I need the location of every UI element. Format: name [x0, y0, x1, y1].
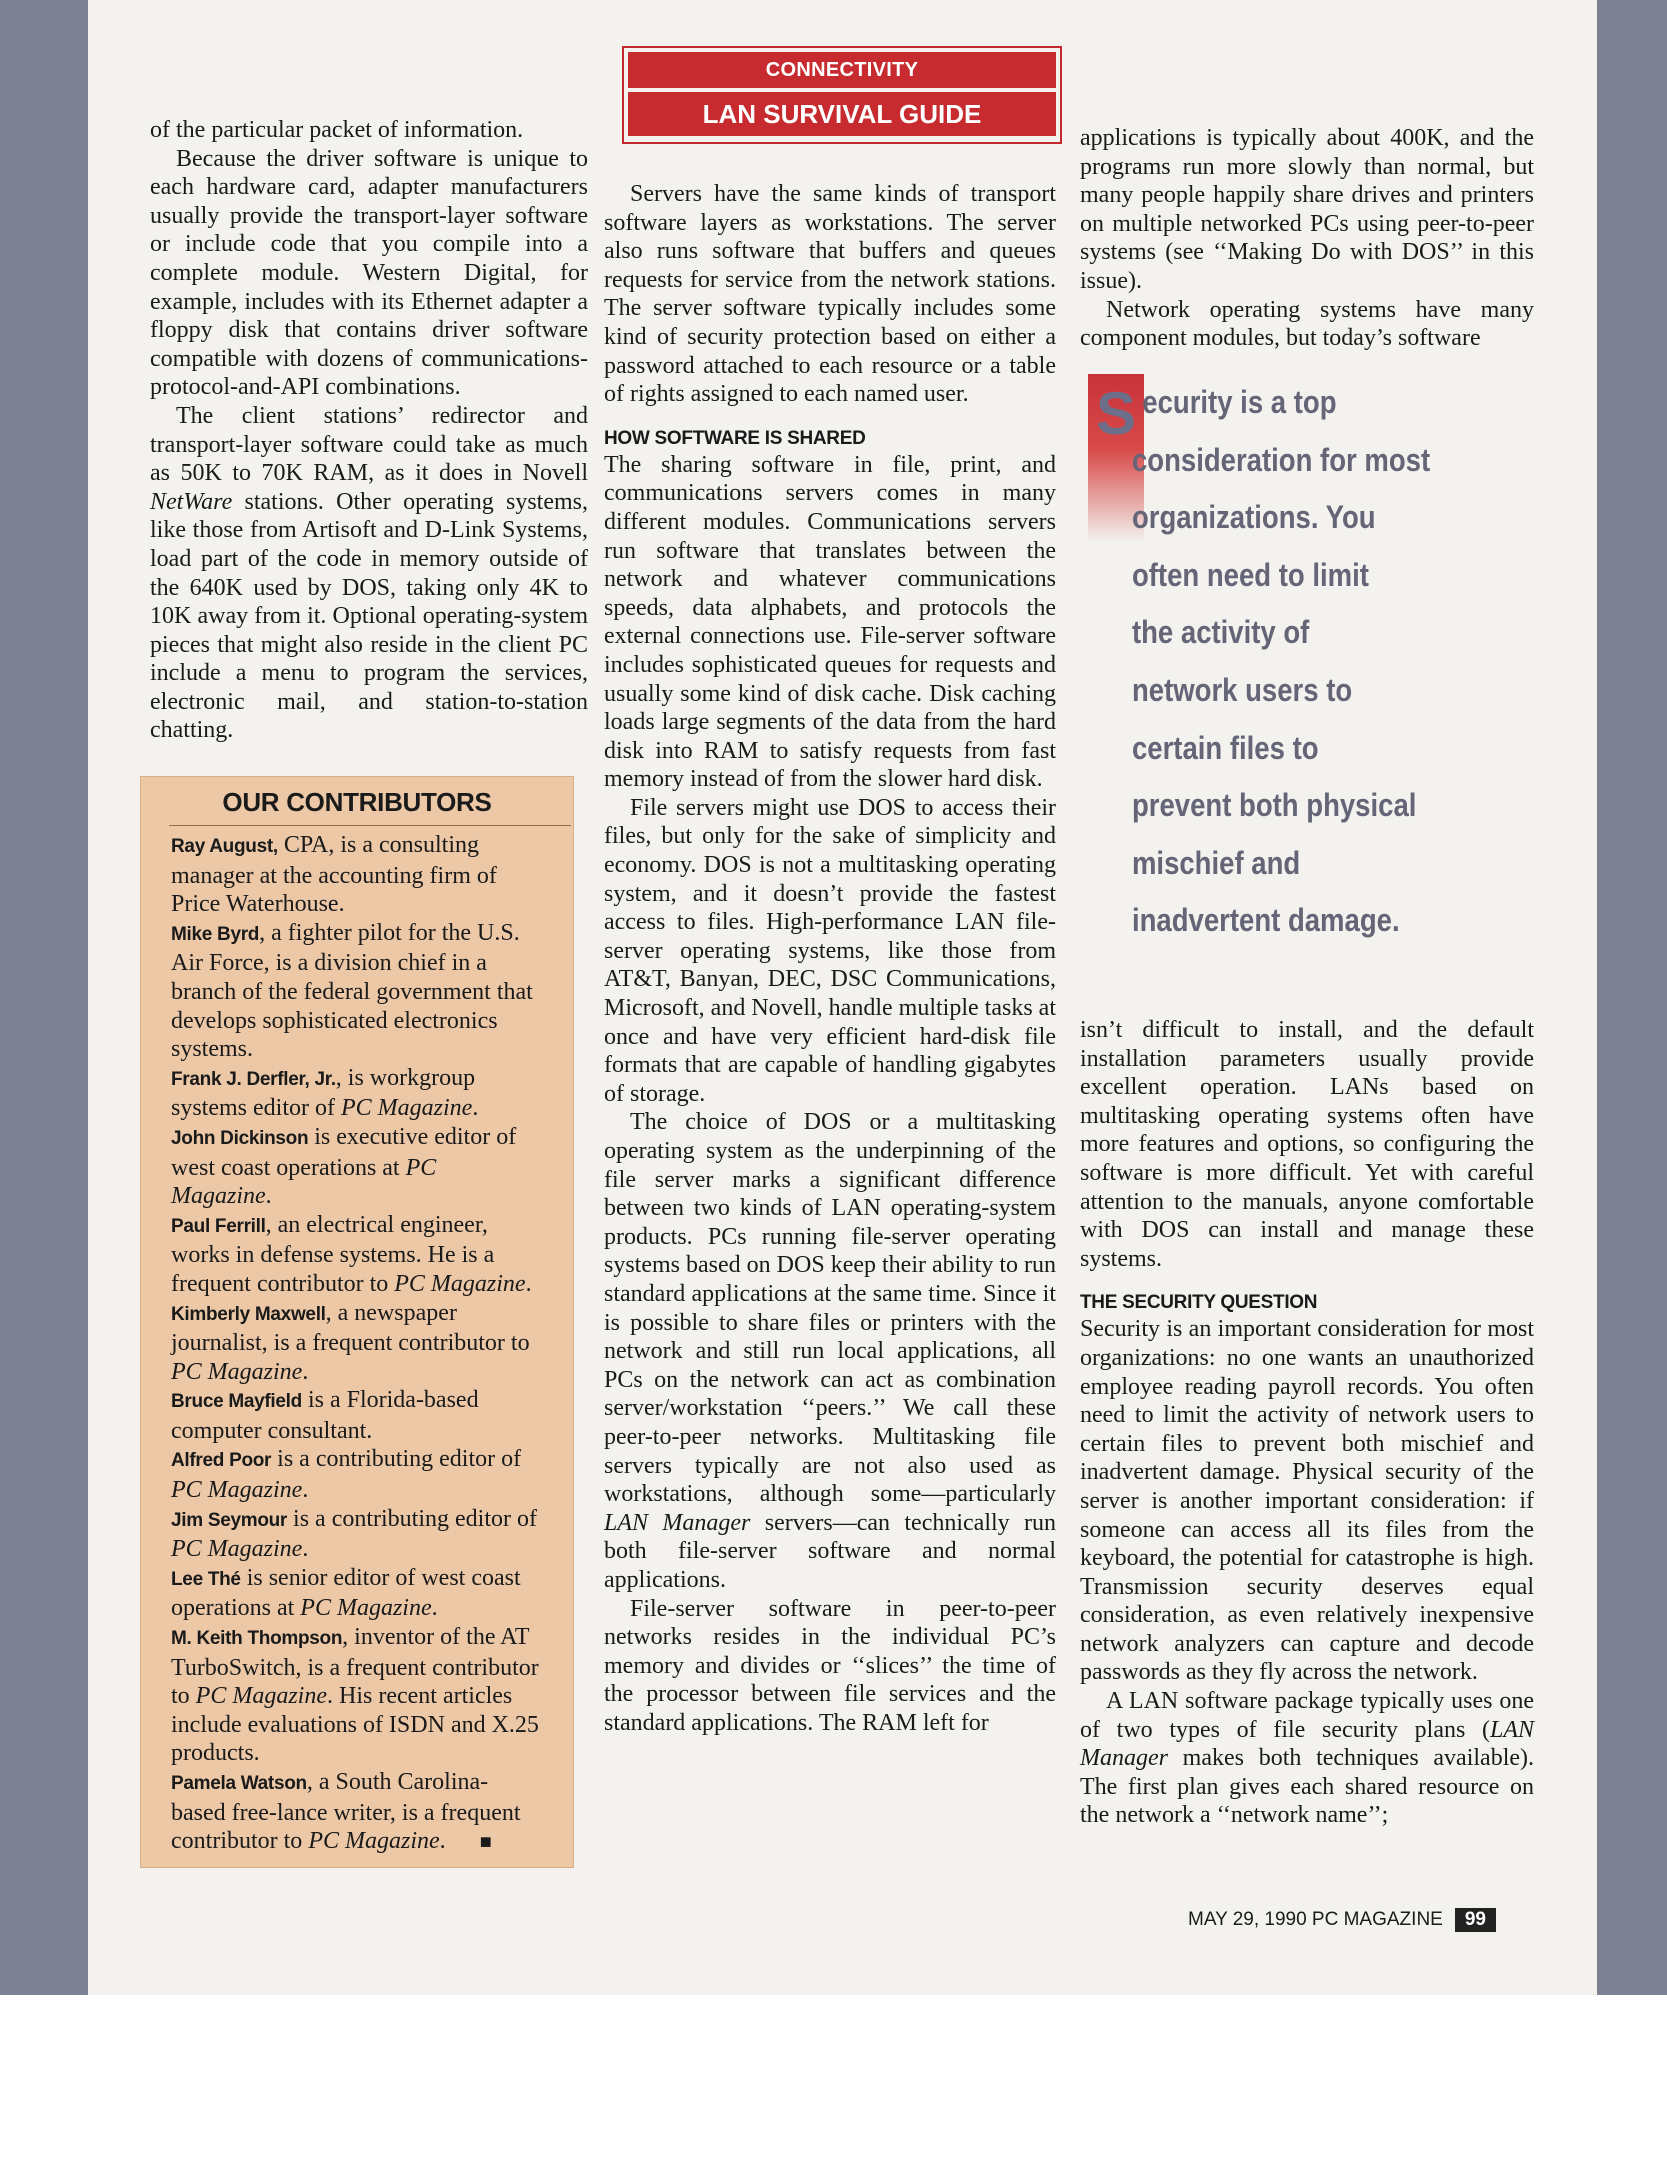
pull-quote-line: consideration for most — [1131, 441, 1431, 478]
contributor-text — [171, 1768, 541, 1857]
contributor-text — [171, 1564, 541, 1623]
paragraph: File servers might use DOS to access their files, but only for the sake of simplicity and economy. DOS is not a multitasking operating system, and it doesn’t provide the fastest access to files. High-performance LAN file-server operating systems, like those from AT&T, Banyan, DEC, DSC Communications, Microsoft, and Novell, handle multiple tasks at once and have very efficient hard-disk file formats that are capable of handling gigabytes of storage. — [604, 794, 1056, 1107]
contributor-description: is senior editor of west coast operations at — [171, 1564, 521, 1622]
page-number: 99 — [1455, 1908, 1496, 1932]
contributor-entry — [171, 1564, 541, 1623]
end-of-article-mark: ■ — [479, 1831, 492, 1854]
contributor-name: Paul Ferrill — [171, 1215, 266, 1237]
text-run: The client stations’ redirector and transport-layer software could take as much as 50K to 70K RAM, as it does in Novell — [150, 402, 588, 487]
text-run: servers—can technically run both file-server software and normal applications. — [604, 1509, 1057, 1593]
paragraph: File-server software in peer-to-peer networks resides in the individual PC’s memory and divides or ‘‘slices’’ the time of the processor between file services and the standard applications. The RAM left for — [604, 1595, 1056, 1736]
contributor-description: . — [265, 1183, 272, 1210]
contributor-entry — [171, 1505, 541, 1564]
contributor-description: . — [302, 1358, 309, 1385]
right-background-band — [1597, 0, 1667, 1995]
contributor-description: , inventor of the AT TurboSwitch, is a frequent contributor to — [171, 1624, 539, 1710]
contributor-description: . — [439, 1828, 446, 1855]
italic-term: LAN Manager — [604, 1509, 751, 1536]
paragraph: applications is typically about 400K, and the programs run more slowly than normal, but many people happily share drives and printers on multiple networked PCs using peer-to-peer systems (see ‘‘Making Do with DOS’’ in this issue). — [1080, 125, 1534, 294]
contributor-name: Alfred Poor — [171, 1450, 272, 1472]
contributor-description: . — [472, 1095, 479, 1122]
contributor-description: is a Florida-based computer consultant. — [171, 1387, 479, 1444]
pull-quote-line: the activity of — [1131, 614, 1310, 651]
text-run: makes both techniques available). The first plan gives each shared resource on the network a ‘‘network name’’; — [1080, 1745, 1534, 1829]
pull-quote-drop-letter: S — [1095, 380, 1137, 447]
pull-quote-line: certain files to — [1131, 729, 1319, 766]
contributor-name: M. Keith Thompson — [171, 1628, 343, 1650]
contributor-text — [171, 1623, 541, 1768]
contributor-description: . — [525, 1270, 532, 1297]
column-left — [150, 116, 588, 745]
contributor-description: , is workgroup systems editor of — [171, 1064, 476, 1122]
text-run: The choice of DOS or a multitasking operating system as the underpinning of the file server marks a significant difference between two kinds of LAN operating-system products. PCs running file-server operating systems based on DOS keep their ability to run standard applications at the same time. Since it is possible to share files or printers with the network and still run local applications, all PCs on the network can act as combination server/workstation ‘‘peers.’’ We call these peer-to-peer networks. Multitasking file servers typically are not also used as workstations, although some—particularly — [604, 1109, 1056, 1508]
contributor-entry — [171, 831, 541, 919]
magazine-title: PC Magazine — [394, 1270, 526, 1297]
contributor-entry — [171, 1211, 541, 1299]
contributor-description: is executive editor of west coast operations at — [171, 1123, 517, 1181]
contributor-description: . His recent articles include evaluations of ISDN and X.25 products. — [171, 1683, 539, 1767]
contributor-description: , an electrical engineer, works in defense systems. He is a frequent contributor to — [171, 1211, 495, 1297]
pull-quote-line: inadvertent damage. — [1131, 902, 1400, 939]
section-heading: HOW SOFTWARE IS SHARED — [604, 427, 866, 449]
italic-term: NetWare — [150, 488, 233, 515]
contributor-name: Kimberly Maxwell — [171, 1303, 326, 1325]
contributor-text — [171, 1064, 541, 1123]
column-middle — [604, 180, 1056, 1737]
magazine-title: PC Magazine — [171, 1477, 303, 1504]
paragraph — [604, 1108, 1056, 1594]
contributor-entry — [171, 1123, 541, 1211]
banner-title: LAN SURVIVAL GUIDE — [628, 92, 1056, 136]
contributor-entry — [171, 1445, 541, 1504]
pull-quote-line: often need to limit — [1131, 556, 1369, 593]
contributors-box — [140, 776, 574, 1868]
contributor-entry — [171, 1623, 541, 1768]
paragraph: Because the driver software is unique to each hardware card, adapter manufacturers usually provide the transport-layer software or include code that you compile into a complete module. Western Digital, for example, includes with its Ethernet adapter a floppy disk that contains driver software compatible with dozens of communications-protocol-and-API combinations. — [150, 145, 588, 401]
left-background-band — [0, 0, 88, 1995]
contributor-description: , a newspaper journalist, is a frequent contributor to — [171, 1299, 530, 1357]
contributor-text — [171, 1505, 541, 1564]
contributors-title: OUR CONTRIBUTORS — [222, 787, 492, 817]
banner-kicker: CONNECTIVITY — [628, 52, 1056, 88]
contributor-description: . — [302, 1477, 309, 1504]
magazine-title: PC Magazine — [171, 1358, 303, 1385]
magazine-title: PC Magazine — [171, 1154, 437, 1210]
contributor-description: CPA, is a consulting manager at the accounting firm of Price Waterhouse. — [171, 832, 497, 918]
contributor-name: John Dickinson — [171, 1127, 309, 1149]
contributor-text — [171, 1211, 541, 1299]
pull-quote-line: organizations. You — [1131, 499, 1376, 536]
section-banner — [622, 46, 1062, 144]
contributor-description: is a contributing editor of — [271, 1446, 522, 1473]
paragraph — [150, 402, 588, 745]
magazine-title: PC Magazine — [195, 1683, 327, 1710]
contributor-text — [171, 1386, 541, 1445]
contributor-entry — [171, 1064, 541, 1123]
paragraph: of the particular packet of information. — [150, 117, 524, 143]
contributor-text — [171, 1123, 541, 1211]
magazine-title: PC Magazine — [340, 1095, 473, 1122]
page-footer — [1188, 1908, 1496, 1932]
contributors-divider — [169, 825, 571, 826]
contributor-text — [171, 1299, 541, 1387]
contributor-name: Bruce Mayfield — [171, 1391, 302, 1413]
text-run: stations. Other operating systems, like those from Artisoft and D-Link Systems, load part of the code in memory outside of the 640K used by DOS, taking only 4K to 10K away from it. Optional operating-system pieces that might also reside in the client PC include a menu to program the services, electronic mail, and station-to-station chatting. — [150, 488, 588, 744]
contributor-description: . — [431, 1595, 438, 1622]
paragraph — [1080, 1687, 1534, 1830]
contributor-entry — [171, 919, 541, 1064]
paragraph: Servers have the same kinds of transport software layers as workstations. The server also runs software that buffers and queues requests for service from the network stations. The server software typically includes some kind of security protection based on either a password attached to each resource or a table of rights assigned to each named user. — [604, 181, 1056, 408]
pull-quote-text — [1131, 374, 1488, 950]
footer-date-publication: MAY 29, 1990 PC MAGAZINE — [1188, 1909, 1443, 1931]
column-right-top — [1080, 124, 1534, 353]
paragraph: Security is an important consideration for most organizations: no one wants an unauthorized employee reading payroll records. You often need to limit the activity of network users to certain files to prevent both mischief and inadvertent damage. Physical security of the server is another important consideration: if someone can access all its files from the keyboard, the potential for catastrophe is high. Transmission security deserves equal consideration, as even relatively inexpensive network analyzers can capture and decode passwords as they fly across the network. — [1080, 1316, 1534, 1686]
contributor-text — [171, 831, 541, 919]
magazine-title: PC Magazine — [171, 1536, 303, 1563]
contributor-text — [171, 1445, 541, 1504]
pull-quote-line: network users to — [1131, 671, 1353, 708]
contributor-description: , a South Carolina-based free-lance writer, is a frequent contributor to — [171, 1769, 521, 1855]
paragraph: isn’t difficult to install, and the default installation parameters usually provide excellent operation. LANs based on multitasking operating systems often have more features and options, so configuring the software is more difficult. Yet with careful attention to the manuals, anyone comfortable with DOS can install and manage these systems. — [1080, 1017, 1534, 1272]
contributor-description: , a fighter pilot for the U.S. Air Force, is a division chief in a branch of the federal government that develops sophisticated electronics systems. — [171, 919, 533, 1063]
paragraph: Network operating systems have many component modules, but today’s software — [1080, 296, 1534, 352]
contributors-list — [171, 831, 541, 1857]
section-heading: THE SECURITY QUESTION — [1080, 1292, 1318, 1314]
contributor-name: Pamela Watson — [171, 1773, 307, 1794]
column-right-bottom — [1080, 1016, 1534, 1830]
contributor-name: Frank J. Derfler, Jr. — [171, 1068, 336, 1090]
contributor-description: . — [302, 1536, 309, 1563]
contributor-name: Jim Seymour — [171, 1509, 288, 1531]
contributor-entry — [171, 1299, 541, 1387]
contributor-entry — [171, 1386, 541, 1445]
pull-quote-line: mischief and — [1131, 844, 1301, 881]
magazine-title: PC Magazine — [300, 1595, 432, 1622]
pull-quote-line: ecurity is a top — [1142, 384, 1337, 420]
italic-term: LAN Manager — [1080, 1716, 1534, 1772]
contributor-name: Lee Thé — [171, 1568, 241, 1590]
contributor-description: is a contributing editor of — [287, 1505, 537, 1532]
text-run: A LAN software package typically uses one of two types of file security plans ( — [1080, 1688, 1534, 1743]
contributor-text — [171, 919, 541, 1064]
contributor-entry — [171, 1768, 541, 1857]
pull-quote-line: prevent both physical — [1131, 787, 1417, 824]
contributor-name: Mike Byrd — [171, 923, 260, 945]
contributor-name: Ray August, — [171, 836, 278, 857]
magazine-title: PC Magazine — [308, 1828, 440, 1855]
paragraph: The sharing software in file, print, and communications servers comes in many different modules. Communications servers run software that translates between the network and whatever communications speeds, data alphabets, and protocols the external connections use. File-server software includes sophisticated queues for requests and usually some kind of disk cache. Disk caching loads large segments of the data from the hard disk into RAM to satisfy requests from fast memory instead of from the slower hard disk. — [604, 451, 1056, 793]
